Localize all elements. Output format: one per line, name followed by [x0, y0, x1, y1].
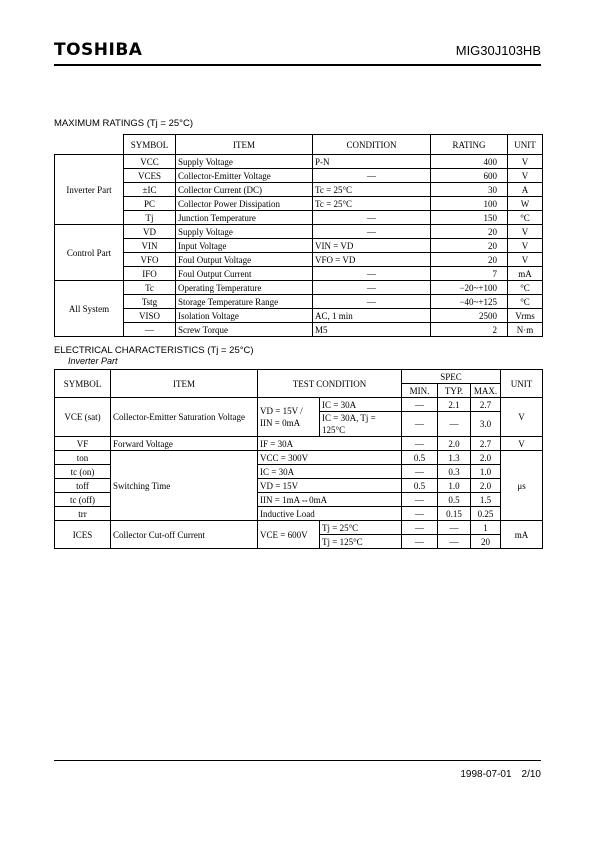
- cell-unit: A: [508, 183, 543, 197]
- cell-unit: V: [508, 225, 543, 239]
- sw-max: 2.0: [471, 479, 501, 493]
- col-condition: CONDITION: [313, 135, 431, 155]
- cell-rating: 20: [431, 225, 508, 239]
- cell-symbol: ±IC: [124, 183, 176, 197]
- cell-condition: Tc = 25°C: [313, 197, 431, 211]
- ices-a-typ: —: [438, 521, 471, 535]
- cell-symbol: —: [124, 323, 176, 337]
- ices-b-typ: —: [438, 535, 471, 549]
- cell-item: Supply Voltage: [176, 225, 313, 239]
- cell-symbol: Tj: [124, 211, 176, 225]
- sw-min: —: [402, 493, 438, 507]
- cell-unit: V: [508, 253, 543, 267]
- vce-a-typ: 2.1: [438, 398, 471, 412]
- sw-symbol: tc (off): [55, 493, 111, 507]
- sw-typ: 1.3: [438, 451, 471, 465]
- ec-col-unit: UNIT: [501, 370, 543, 398]
- cell-rating: 100: [431, 197, 508, 211]
- ec-col-item: ITEM: [111, 370, 258, 398]
- col-rating: RATING: [431, 135, 508, 155]
- sw-cond: IC = 30A: [258, 465, 402, 479]
- table-row: [55, 155, 543, 169]
- ices-cond-a: Tj = 25°C: [320, 521, 402, 535]
- table-row: [55, 398, 543, 412]
- table-row: [55, 451, 543, 465]
- cell-rating: 2500: [431, 309, 508, 323]
- cell-item: Foul Output Current: [176, 267, 313, 281]
- vce-item: Collector-Emitter Saturation Voltage: [111, 398, 258, 437]
- cell-symbol: PC: [124, 197, 176, 211]
- sw-cond: VCC = 300V: [258, 451, 402, 465]
- table-row: [55, 281, 543, 295]
- ices-unit: mA: [501, 521, 543, 549]
- cell-condition: —: [313, 295, 431, 309]
- table-row: [55, 521, 543, 535]
- vf-max: 2.7: [471, 437, 501, 451]
- ices-a-min: —: [402, 521, 438, 535]
- cell-unit: W: [508, 197, 543, 211]
- table-row: [55, 169, 543, 183]
- cell-item: Foul Output Voltage: [176, 253, 313, 267]
- cell-rating: 20: [431, 239, 508, 253]
- max-ratings-table: [54, 134, 543, 337]
- table-row: [55, 183, 543, 197]
- cell-symbol: VCES: [124, 169, 176, 183]
- cell-condition: —: [313, 225, 431, 239]
- cell-item: Collector Current (DC): [176, 183, 313, 197]
- vf-unit: V: [501, 437, 543, 451]
- blank-corner: [55, 135, 124, 155]
- sw-symbol: toff: [55, 479, 111, 493]
- ec-col-min: MIN.: [402, 384, 438, 398]
- ices-item: Collector Cut-off Current: [111, 521, 258, 549]
- vce-b-typ: —: [438, 412, 471, 437]
- sw-min: 0.5: [402, 479, 438, 493]
- sw-symbol: tc (on): [55, 465, 111, 479]
- cell-rating: 600: [431, 169, 508, 183]
- sw-item: Switching Time: [111, 451, 258, 521]
- elec-subtitle: Inverter Part: [68, 356, 118, 366]
- cell-condition: —: [313, 267, 431, 281]
- cell-unit: mA: [508, 267, 543, 281]
- cell-symbol: VFO: [124, 253, 176, 267]
- cell-rating: −20~+100: [431, 281, 508, 295]
- cell-symbol: IFO: [124, 267, 176, 281]
- sw-min: 0.5: [402, 451, 438, 465]
- table-row: [55, 239, 543, 253]
- cell-condition: VIN = VD: [313, 239, 431, 253]
- part-number: MIG30J103HB: [455, 43, 541, 58]
- cell-symbol: Tstg: [124, 295, 176, 309]
- footer-page: 2/10: [521, 769, 541, 780]
- cell-unit: °C: [508, 281, 543, 295]
- group-label: Control Part: [55, 225, 124, 281]
- footer: [450, 769, 541, 780]
- sw-typ: 0.3: [438, 465, 471, 479]
- vce-symbol: VCE (sat): [55, 398, 111, 437]
- cell-unit: V: [508, 239, 543, 253]
- vce-cond-a: IC = 30A: [320, 398, 402, 412]
- sw-max: 1.0: [471, 465, 501, 479]
- sw-typ: 0.15: [438, 507, 471, 521]
- col-symbol: SYMBOL: [124, 135, 176, 155]
- ices-b-min: —: [402, 535, 438, 549]
- cell-unit: V: [508, 155, 543, 169]
- sw-cond: Inductive Load: [258, 507, 402, 521]
- switching-body: [55, 451, 543, 521]
- cell-condition: P-N: [313, 155, 431, 169]
- sw-typ: 1.0: [438, 479, 471, 493]
- ec-col-spec: SPEC: [402, 370, 501, 384]
- table-row: [55, 267, 543, 281]
- ec-col-typ: TYP.: [438, 384, 471, 398]
- sw-min: —: [402, 465, 438, 479]
- cell-rating: 20: [431, 253, 508, 267]
- ices-cond-b: Tj = 125°C: [320, 535, 402, 549]
- sw-symbol: ton: [55, 451, 111, 465]
- vce-cond-b: IC = 30A, Tj = 125°C: [320, 412, 402, 437]
- group-label: All System: [55, 281, 124, 337]
- vce-b-min: —: [402, 412, 438, 437]
- vf-min: —: [402, 437, 438, 451]
- ices-a-max: 1: [471, 521, 501, 535]
- cell-rating: 30: [431, 183, 508, 197]
- footer-date: 1998-07-01: [460, 769, 512, 780]
- table-row: [55, 211, 543, 225]
- vf-symbol: VF: [55, 437, 111, 451]
- cell-item: Screw Torque: [176, 323, 313, 337]
- col-item: ITEM: [176, 135, 313, 155]
- cell-rating: −40~+125: [431, 295, 508, 309]
- cell-symbol: VD: [124, 225, 176, 239]
- cell-condition: —: [313, 169, 431, 183]
- cell-item: Storage Temperature Range: [176, 295, 313, 309]
- cell-item: Junction Temperature: [176, 211, 313, 225]
- table-row: [55, 295, 543, 309]
- cell-condition: AC, 1 min: [313, 309, 431, 323]
- sw-max: 2.0: [471, 451, 501, 465]
- sw-min: —: [402, 507, 438, 521]
- cell-unit: N·m: [508, 323, 543, 337]
- cell-symbol: VCC: [124, 155, 176, 169]
- vce-a-min: —: [402, 398, 438, 412]
- max-ratings-title: MAXIMUM RATINGS (Tj = 25°C): [54, 118, 194, 129]
- cell-item: Operating Temperature: [176, 281, 313, 295]
- vce-cond-main: VD = 15V / IIN = 0mA: [258, 398, 320, 437]
- cell-condition: Tc = 25°C: [313, 183, 431, 197]
- ices-b-max: 20: [471, 535, 501, 549]
- ec-col-symbol: SYMBOL: [55, 370, 111, 398]
- vce-a-max: 2.7: [471, 398, 501, 412]
- sw-cond: VD = 15V: [258, 479, 402, 493]
- elec-title: ELECTRICAL CHARACTERISTICS (Tj = 25°C): [54, 345, 254, 356]
- group-label: Inverter Part: [55, 155, 124, 225]
- cell-rating: 2: [431, 323, 508, 337]
- cell-unit: Vrms: [508, 309, 543, 323]
- table-row: [55, 253, 543, 267]
- ec-col-test: TEST CONDITION: [258, 370, 402, 398]
- cell-condition: VFO = VD: [313, 253, 431, 267]
- ices-cond-main: VCE = 600V: [258, 521, 320, 549]
- vce-b-max: 3.0: [471, 412, 501, 437]
- ec-col-max: MAX.: [471, 384, 501, 398]
- vce-unit: V: [501, 398, 543, 437]
- table-row: [55, 225, 543, 239]
- table-row: [55, 309, 543, 323]
- cell-rating: 7: [431, 267, 508, 281]
- cell-condition: —: [313, 281, 431, 295]
- footer-rule: [54, 760, 541, 761]
- cell-item: Collector-Emitter Voltage: [176, 169, 313, 183]
- vf-item: Forward Voltage: [111, 437, 258, 451]
- brand-logo: TOSHIBA: [54, 40, 143, 60]
- elec-table: [54, 369, 543, 549]
- table-row: [55, 197, 543, 211]
- sw-unit: μs: [501, 451, 543, 521]
- cell-condition: —: [313, 211, 431, 225]
- cell-item: Supply Voltage: [176, 155, 313, 169]
- table-row: [55, 323, 543, 337]
- max-ratings-body: [55, 155, 543, 337]
- cell-condition: M5: [313, 323, 431, 337]
- cell-unit: V: [508, 169, 543, 183]
- sw-max: 0.25: [471, 507, 501, 521]
- cell-symbol: Tc: [124, 281, 176, 295]
- sw-symbol: trr: [55, 507, 111, 521]
- sw-cond: IIN = 1mA⇔0mA: [258, 493, 402, 507]
- col-unit: UNIT: [508, 135, 543, 155]
- vf-typ: 2.0: [438, 437, 471, 451]
- ices-symbol: ICES: [55, 521, 111, 549]
- header-rule: [54, 64, 541, 66]
- cell-item: Isolation Voltage: [176, 309, 313, 323]
- table-row: [55, 437, 543, 451]
- sw-typ: 0.5: [438, 493, 471, 507]
- cell-unit: °C: [508, 295, 543, 309]
- cell-symbol: VISO: [124, 309, 176, 323]
- cell-rating: 400: [431, 155, 508, 169]
- cell-rating: 150: [431, 211, 508, 225]
- vf-cond: IF = 30A: [258, 437, 402, 451]
- cell-item: Input Voltage: [176, 239, 313, 253]
- sw-max: 1.5: [471, 493, 501, 507]
- cell-symbol: VIN: [124, 239, 176, 253]
- cell-item: Collector Power Dissipation: [176, 197, 313, 211]
- cell-unit: °C: [508, 211, 543, 225]
